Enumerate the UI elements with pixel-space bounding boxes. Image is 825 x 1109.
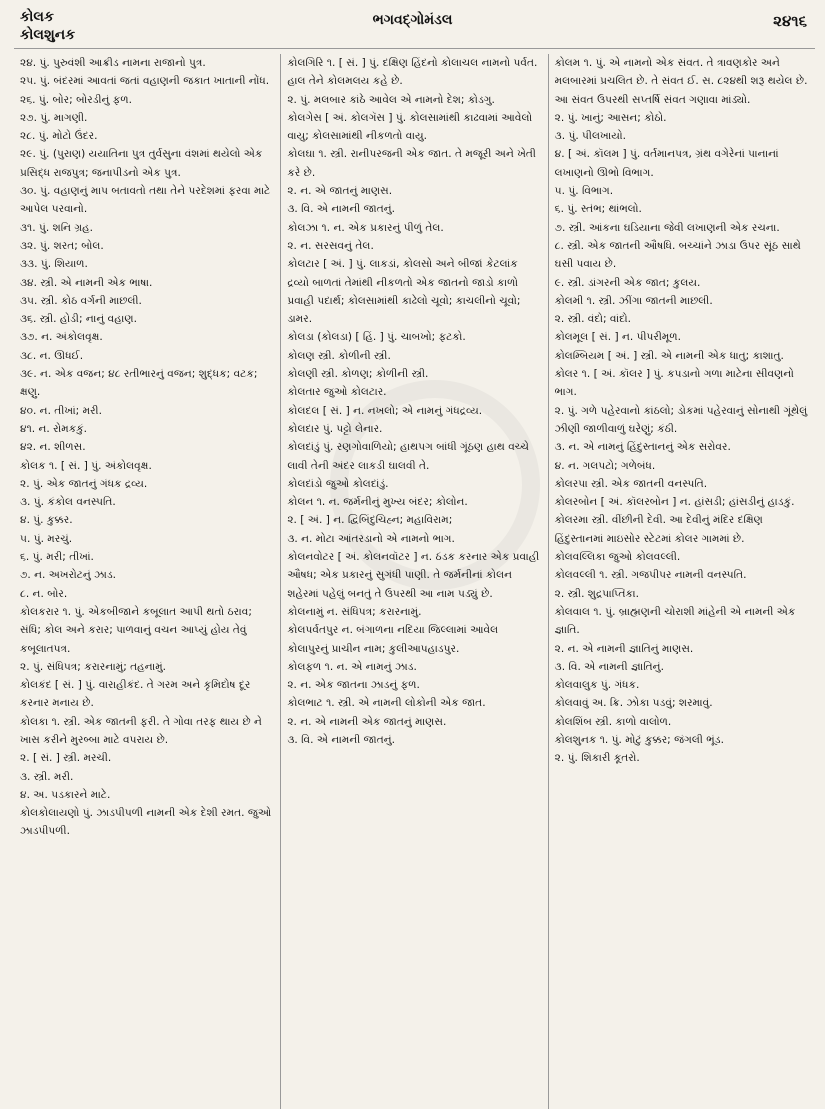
entry-line: કોલફળ ૧. ન. એ નામનું ઝાડ.	[287, 660, 417, 673]
entry-line: કોલદાર પું. પટ્ટો લેનાર.	[287, 422, 383, 435]
entry-line: કોલકોલાયણો પું. ઝાડપીપળી નામની એક દેશી રમત. જુઓ ઝાડપીપળી.	[20, 807, 272, 838]
entry-line: ૪૨. ન. શીળસ.	[20, 441, 86, 454]
running-title: ભગવદ્ગોમંડલ	[372, 12, 453, 28]
guide-word-last: કોલશુનક	[20, 27, 76, 43]
entry-line: કોલનામું ન. સંધિપત્ર; કરારનામું.	[287, 605, 422, 618]
entry-line: ૩૦. પું. વહાણનું માપ બતાવતો તથા તેને પરદેશમાં ફરવા માટે આપેલ પરવાનો.	[20, 185, 271, 216]
entry-line: ૨. પું. ગળે પહેરવાનો કાંઠલો; ડોકમાં પહેરવાનું સોનાથી ગૂંથેલું ઝીણી જાળીવાળું ઘરેણું; કંઠી.	[554, 404, 808, 435]
entry-line: કોલરબોન [ અં. કૉલરબોન ] ન. હાંસડી; હાંસડીનું હાડકું.	[554, 496, 795, 509]
entry-line: ૪. પું. કુક્કર.	[20, 514, 73, 527]
entry-line: ૨. ન. સરસવનું તેલ.	[287, 239, 374, 252]
columns	[14, 54, 815, 1109]
entry-line: ૩. વિ. એ નામની જાતનું.	[287, 203, 396, 216]
column-3	[548, 54, 815, 1109]
entry-line: ૬. પું. મરી; તીખાં.	[20, 551, 94, 564]
entry-line: કોલદાંડો જુઓ કોલદાંડું.	[287, 477, 389, 490]
entry-line: કોલણ સ્ત્રી. કોળીની સ્ત્રી.	[287, 349, 391, 362]
entry-line: કોલમ ૧. પું. એ નામનો એક સંવત. તે ત્રાવણકોર અને મલબારમાં પ્રચલિત છે. તે સંવત ઈ. સ. ૮૨૪થી શરૂ થયેલ છે. આ સંવત ઉપરથી સપ્તર્ષિ સંવત ગણાવા માંડ્યો.	[554, 57, 808, 106]
entry-line: ૨. સ્ત્રી. વંદો; વાંદો.	[554, 313, 632, 326]
entry-line: કોલકા ૧. સ્ત્રી. એક જાતની ફરી. તે ગોવા તરફ થાય છે ને ખાસ કરીને મુરબ્બા માટે વપરાય છે.	[20, 715, 262, 746]
entry-line: ૨. [ સં. ] સ્ત્રી. મરચી.	[20, 752, 112, 765]
guide-word-first: કોલક	[20, 9, 54, 25]
entry-line: કોલગિરિ ૧. [ સં. ] પું. દક્ષિણ હિંદનો કોલાચલ નામનો પર્વત. હાલ તેને કોલમલય કહે છે.	[287, 57, 538, 88]
entry-line: ૨૯. પું. (પુરાણ) યયાતિના પુત્ર તુર્વસુના વંશમાં થયેલો એક પ્રસિદ્ધ રાજપુત્ર; જનાપીડનો એક પુત્ર.	[20, 148, 263, 179]
entry-line: ૩. પું. પીલખાયો.	[554, 130, 626, 143]
entry-line: કોલવાલ ૧. પું. બ્રાહ્મણની ચોરાશી માંહેની એ નામની એક જ્ઞાતિ.	[554, 605, 796, 637]
entry-line: કોલઝા ૧. ન. એક પ્રકારનું પીળું તેલ.	[287, 221, 444, 234]
entry-line: કોલન ૧. ન. જર્મનીનું મુખ્ય બંદર; કોલોન.	[287, 496, 468, 509]
entry-line: ૨. પું. એક જાતનું ગંધક દ્રવ્ય.	[20, 477, 148, 490]
entry-line: ૪. ન. ગલપટો; ગળેબંધ.	[554, 459, 656, 472]
entry-line: કોલરપા સ્ત્રી. એક જાતની વનસ્પતિ.	[554, 477, 708, 490]
entry-line: ૪૧. ન. રોમકકું.	[20, 422, 88, 435]
entry-line: ૨. પું. મલબાર કાંઠે આવેલ એ નામનો દેશ; કોડગુ.	[287, 93, 495, 106]
entry-line: ૪૦. ન. તીખાં; મરી.	[20, 404, 102, 417]
entry-line: કોલવાવું અ. ક્રિ. ઝોકા પડવું; શરમાવું.	[554, 697, 713, 710]
entry-line: ૨. પું. સંધિપત્ર; કરારનામું; તહનામું.	[20, 660, 167, 673]
entry-line: કોલવલ્લી ૧. સ્ત્રી. ગજપીપર નામની વનસ્પતિ.	[554, 569, 747, 582]
entry-line: ૪. અ. પડકારને માટે.	[20, 788, 111, 801]
entry-line: ૩. ન. મોટા આંતરડાનો એ નામનો ભાગ.	[287, 532, 455, 545]
entry-line: ૫. પું. મરચું.	[20, 532, 73, 545]
entry-line: ૩૭. ન. અંકોલવૃક્ષ.	[20, 331, 103, 344]
entry-line: કોલક ૧. [ સં. ] પું. અંકોલવૃક્ષ.	[20, 459, 152, 472]
entry-line: ૭. સ્ત્રી. આંકના ઘડિયાના જેવી લખાણની એક રચના.	[554, 221, 780, 234]
entry-line: ૩૫. સ્ત્રી. કોઠ વર્ગની માછલી.	[20, 294, 142, 307]
entry-line: ૩૯. ન. એક વજન; ૪૮ રતીભારનું વજન; શુદ્ધક; વટક; ક્ષણુ.	[20, 368, 258, 399]
entry-line: કોલણી સ્ત્રી. કોળણ; કોળીની સ્ત્રી.	[287, 368, 429, 381]
entry-line: ૩૧. પું. શનિ ગ્રહ.	[20, 221, 94, 234]
entry-line: ૮. ન. બોર.	[20, 587, 68, 600]
entry-line: ૩૨. પું. શરત; બોલ.	[20, 239, 104, 252]
entry-line: કોલટાર [ અં. ] પું. લાકડાં, કોલસો અને બીજાં કેટલાંક દ્રવ્યો બાળતાં તેમાંથી નીકળતો એક જાતનો જાડો કાળો પ્રવાહી પદાર્થ; કોલસામાંથી કાઢેલો ચૂવો; કાચલીનો ચૂવો; ડામર.	[287, 258, 521, 326]
entry-line: કોલનવોટર [ અં. કોલનવૉટર ] ન. ઠંડક કરનાર એક પ્રવાહી ઔષધ; એક પ્રકારનું સુગંધી પાણી. તે જર્મનીનાં કોલન શહેરમાં પહેલું બનતું તે ઉપરથી આ નામ પડ્યું છે.	[287, 551, 540, 600]
entry-line: ૬. પું. સ્તંભ; થાંભલો.	[554, 203, 642, 216]
entry-line: ૨. ન. એ નામની જ્ઞાતિનું માણસ.	[554, 642, 694, 655]
entry-line: ૩. ન. એ નામનું હિંદુસ્તાનનું એક સરોવર.	[554, 441, 731, 454]
entry-line: ૩. વિ. એ નામની જાતનું.	[287, 733, 396, 746]
column-1	[14, 54, 280, 1109]
entry-line: કોલશુનક ૧. પું. મોટું કુક્કર; જંગલી ભૂંડ.	[554, 733, 724, 746]
entry-line: ૨૬. પું. બોર; બોરડીનું ફળ.	[20, 93, 132, 106]
entry-line: કોલવાલુક પું. ગંધક.	[554, 679, 640, 692]
entry-line: ૨. પું. ખાનું; આસન; કોઠો.	[554, 111, 667, 124]
entry-line: ૨૭. પું. માગણી.	[20, 111, 88, 124]
entry-line: કોલભાટ ૧. સ્ત્રી. એ નામની લોકોની એક જાત.	[287, 697, 486, 710]
entry-line: ૩૬. સ્ત્રી. હોડી; નાનું વહાણ.	[20, 313, 137, 326]
entry-line: ૨૪. પું. પુરુવંશી આક્રીડ નામના રાજાનો પુત્ર.	[20, 57, 206, 69]
entry-line: ૩૩. પું. શિયાળ.	[20, 258, 88, 271]
entry-line: ૫. પું. વિભાગ.	[554, 185, 614, 198]
entry-line: ૨. [ અં. ] ન. દ્વિબિંદુચિહ્ન; મહાવિરામ;	[287, 514, 453, 527]
entry-line: કોલર ૧. [ અં. કૉલર ] પું. કપડાનો ગળા માટેના સીવણનો ભાગ.	[554, 368, 794, 399]
entry-line: ૨. પું. શિકારી કૂતરો.	[554, 752, 640, 765]
column-2	[280, 54, 547, 1109]
entry-line: ૮. સ્ત્રી. એક જાતની ઔષધિ. બચ્ચાંને ઝાડા ઉપર સૂંઠ સાથે ઘસી પવાય છે.	[554, 239, 801, 271]
entry-line: કોલકંદ [ સં. ] પું. વારાહીકંદ. તે ગરમ અને કૃમિદોષ દૂર કરનાર મનાય છે.	[20, 679, 251, 710]
entry-line: ૭. ન. અખરોટનું ઝાડ.	[20, 569, 117, 582]
entry-line: ૩૪. સ્ત્રી. એ નામની એક ભાષા.	[20, 276, 153, 289]
entry-line: ૨. ન. એક જાતના ઝાડનું ફળ.	[287, 679, 420, 692]
entry-line: કોલકરાર ૧. પું. એકબીજાને કબૂલાત આપી થતો ઠરાવ; સંધિ; કોલ અને કરાર; પાળવાનું વચન આપ્યું હોય તેવું કબૂલાતપત્ર.	[20, 605, 252, 655]
entry-line: ૨૮. પું. મોટો ઉંદર.	[20, 130, 98, 143]
entry-line: કોલમી ૧. સ્ત્રી. ઝીંગા જાતની માછલી.	[554, 294, 713, 307]
entry-line: ૩. પું. કંકોલ વનસ્પતિ.	[20, 496, 116, 509]
entry-line: કોલતાર જુઓ કોલટાર.	[287, 386, 387, 399]
entry-line: ૩. સ્ત્રી. મરી.	[20, 770, 74, 783]
entry-line: કોલગેસ [ અં. કોલગૅસ ] પું. કોલસામાંથી કાઢવામાં આવેલો વાયુ; કોલસામાંથી નીકળતો વાયુ.	[287, 111, 533, 143]
entry-line: ૩. વિ. એ નામની જ્ઞાતિનું.	[554, 660, 664, 673]
entry-line: કોલમૂલ [ સં. ] ન. પીપરીમૂળ.	[554, 331, 681, 344]
entry-line: કોલમ્બિયમ [ અં. ] સ્ત્રી. એ નામની એક ધાતુ; કાશાતુ.	[554, 349, 784, 362]
entry-line: કોલઘા ૧. સ્ત્રી. રાનીપરજની એક જાત. તે મજૂરી અને ખેતી કરે છે.	[287, 148, 536, 179]
entry-line: ૨. સ્ત્રી. શુદ્રપાપ્તિકા.	[554, 587, 639, 600]
entry-line: કોલદાંડું પું. રણગોવાળિયો; હાથપગ બાંધી ગૂંઠણ હાથ વચ્ચે લાવી તેની અંદર લાકડી ઘાલવી તે.	[287, 441, 529, 472]
entry-line: ૨. ન. એ જાતનું માણસ.	[287, 185, 393, 198]
entry-line: ૨. ન. એ નામની એક જાતનું માણસ.	[287, 715, 447, 728]
entry-line: કોલપર્વતપુર ન. બંગાળના નદિયા જિલ્લામાં આવેલ કોલાપુરનું પ્રાચીન નામ; કુલીઆપહાડપુર.	[287, 624, 499, 655]
entry-line: કોલડા (કોલડા) [ હિં. ] પું. ચાબખો; ફટકો.	[287, 331, 466, 344]
entry-line: કોલરમા સ્ત્રી. વીંછીની દેવી. આ દેવીનું મંદિર દક્ષિણ હિંદુસ્તાનમાં માઇસોર સ્ટેટમાં કોલર ગામમાં છે.	[554, 514, 763, 545]
page-header	[14, 6, 811, 46]
entry-line: કોલવલ્લિકા જુઓ કોલવલ્લી.	[554, 551, 681, 564]
entry-line: ૯. સ્ત્રી. ડાંગરની એક જાત; કુલય.	[554, 276, 701, 289]
page-number: ૨૪૧૬	[773, 12, 807, 30]
entry-line: ૨૫. પું. બંદરમાં આવતાં જતાં વહાણની જકાત ખાતાની નોંધ.	[20, 75, 270, 88]
entry-line: કોલદલ [ સં. ] ન. નખલો; એ નામનું ગંધદ્રવ્ય.	[287, 404, 483, 417]
entry-line: ૪. [ અં. કૉલમ ] પું. વર્તમાનપત્ર, ગ્રંથ વગેરેનાં પાનાનાં લખાણનો ઊભો વિભાગ.	[554, 148, 779, 179]
header-rule	[14, 48, 815, 49]
entry-line: કોલશિંબ સ્ત્રી. કાળો વાલોળ.	[554, 715, 672, 728]
entry-line: ૩૮. ન. ઊધઈ.	[20, 349, 84, 362]
